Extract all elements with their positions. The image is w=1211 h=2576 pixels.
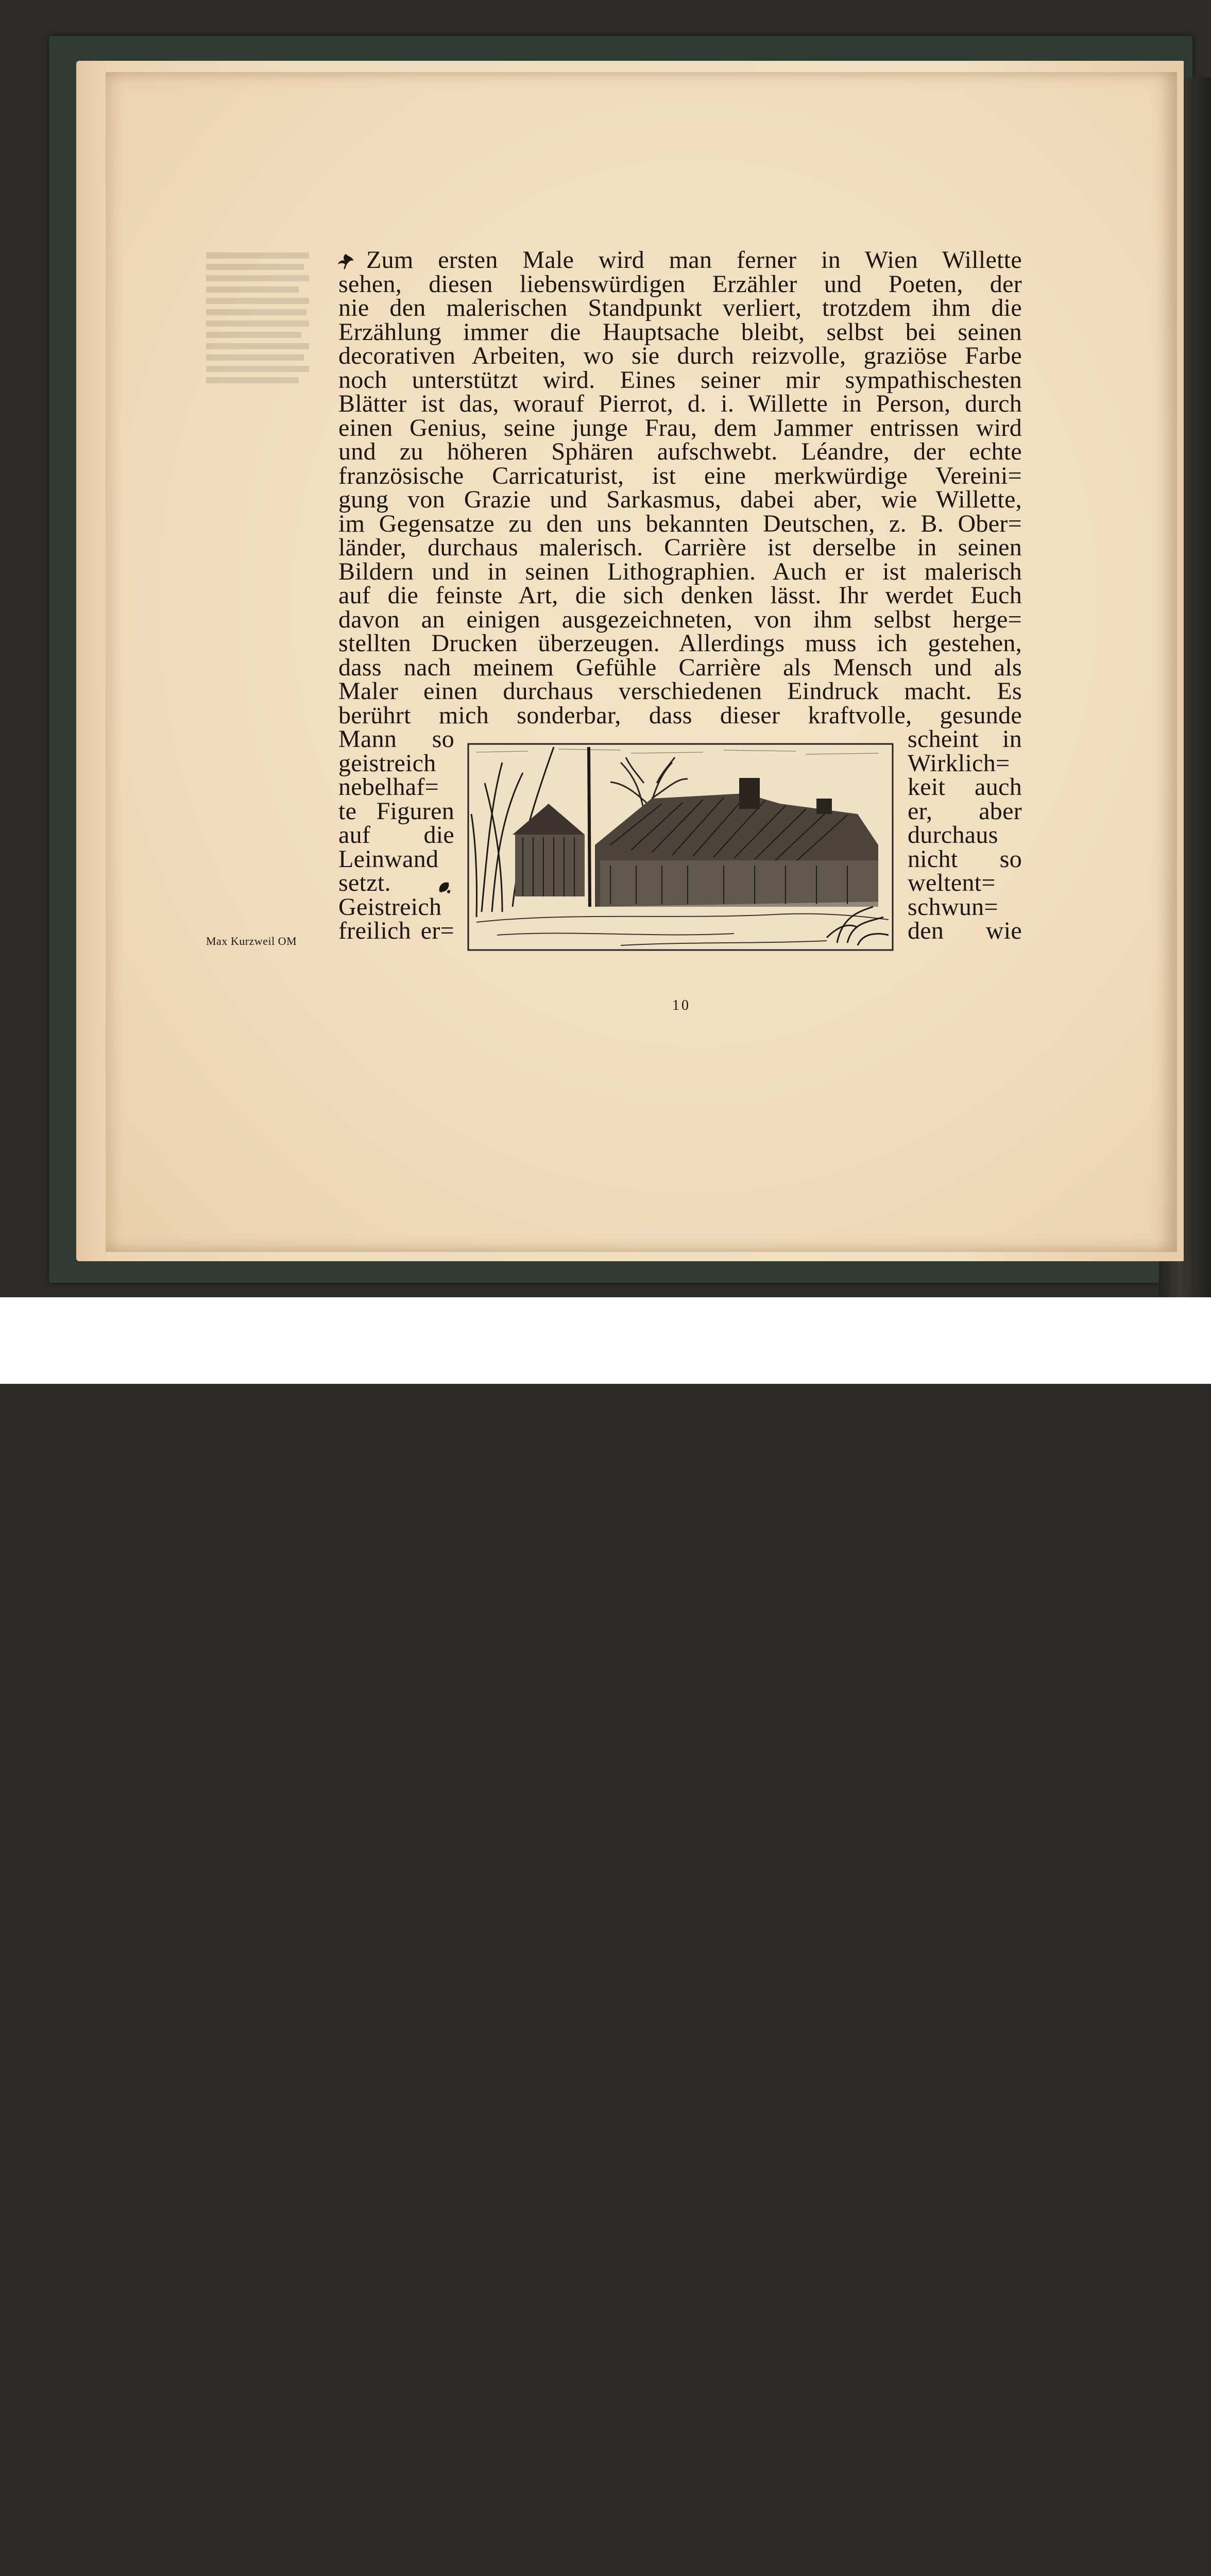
leaf-ornament-icon — [437, 880, 452, 895]
text-line: er, aber — [908, 797, 1022, 825]
text-line: auf die feinste Art, die sich denken lässt. Ihr werdet Euch — [338, 582, 1022, 609]
text-line: durchaus — [908, 821, 998, 849]
text-line: te Figuren — [338, 797, 454, 825]
farmhouse-woodcut-illustration — [466, 742, 895, 952]
text-line: dass nach meinem Gefühle Carrière als Mensch und als — [338, 653, 1022, 681]
text-line: keit auch — [908, 773, 1022, 801]
text-line: noch unterstützt wird. Eines seiner mir sympathischesten — [338, 366, 1022, 394]
text-line: Zum ersten Male wird man ferner in Wien Willette — [366, 246, 1022, 274]
text-line: einen Genius, seine junge Frau, dem Jammer entrissen wird — [338, 414, 1022, 442]
text-line: Erzählung immer die Hauptsache bleibt, selbst bei seinen — [338, 318, 1022, 346]
page-number: 10 — [672, 997, 691, 1013]
text-line: scheint in — [908, 725, 1022, 753]
show-through-text — [206, 252, 314, 397]
text-line: Geistreich — [338, 893, 442, 921]
image-caption: Max Kurzweil OM — [206, 935, 297, 947]
text-line: sehen, diesen liebenswürdigen Erzähler und Poeten, der — [338, 270, 1022, 298]
text-line: auf die — [338, 821, 454, 849]
text-line: berührt mich sonderbar, dass dieser kraftvolle, gesunde — [338, 701, 1022, 729]
text-line: Leinwand — [338, 845, 439, 873]
text-line: davon an einigen ausgezeichneten, von ihm selbst herge= — [338, 605, 1022, 633]
text-line: nebelhaf= — [338, 773, 439, 801]
text-line: setzt. — [338, 869, 391, 896]
text-line: schwun= — [908, 893, 998, 921]
text-line: Blätter ist das, worauf Pierrot, d. i. Willette in Person, durch — [338, 390, 1022, 417]
text-line: und zu höheren Sphären aufschwebt. Léandre, der echte — [338, 438, 1022, 465]
text-line: freilich er= — [338, 917, 454, 944]
text-line: Mann so — [338, 725, 454, 753]
body-text — [338, 248, 1022, 727]
text-line: geistreich — [338, 749, 436, 777]
text-line: decorativen Arbeiten, wo sie durch reizvolle, graziöse Farbe — [338, 342, 1022, 369]
digitization-footer — [0, 1297, 1211, 1384]
text-line: den wie — [908, 917, 1022, 944]
right-text-column — [908, 727, 1022, 943]
left-text-column — [338, 727, 454, 943]
text-line: weltent= — [908, 869, 996, 896]
text-line: nie den malerischen Standpunkt verliert, trotzdem ihm die — [338, 294, 1022, 321]
text-line: gung von Grazie und Sarkasmus, dabei aber, wie Willette, — [338, 486, 1022, 513]
text-line: Maler einen durchaus verschiedenen Eindruck macht. Es — [338, 677, 1022, 705]
text-line: nicht so — [908, 845, 1022, 873]
text-line: Wirklich= — [908, 749, 1010, 777]
text-line: Bildern und in seinen Lithographien. Auch er ist malerisch — [338, 557, 1022, 585]
text-line: im Gegensatze zu den uns bekannten Deutschen, z. B. Ober= — [338, 510, 1022, 537]
text-line: französische Carricaturist, ist eine merkwürdige Vereini= — [338, 462, 1022, 489]
text-line: länder, durchaus malerisch. Carrière ist derselbe in seinen — [338, 534, 1022, 561]
text-line: stellten Drucken überzeugen. Allerdings muss ich gestehen, — [338, 630, 1022, 657]
